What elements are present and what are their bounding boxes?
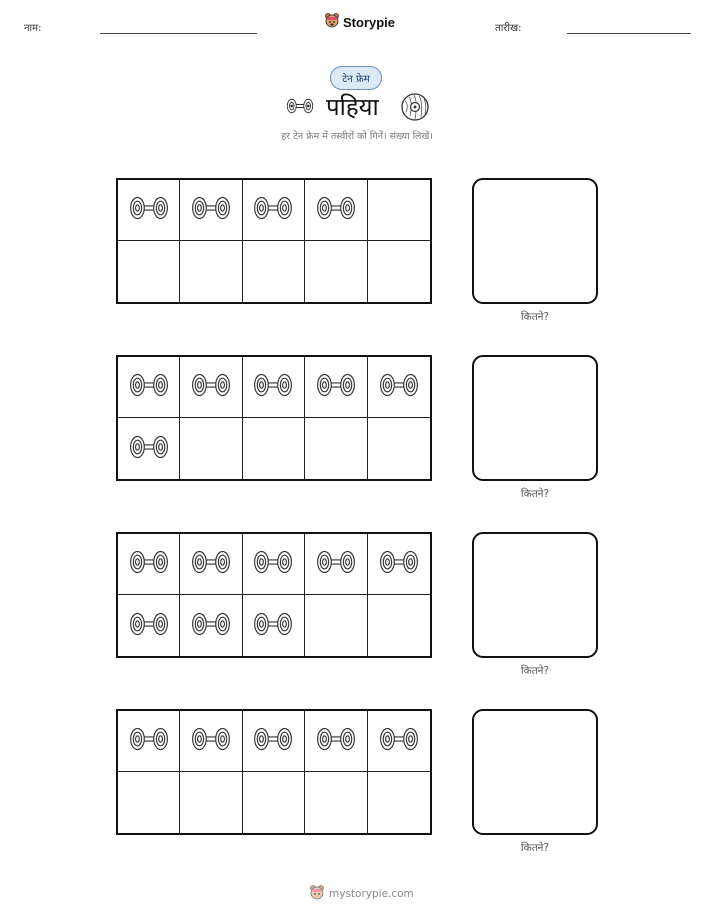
answer-box[interactable] [472,532,598,658]
frame-cell [118,241,180,302]
frame-cell [305,595,367,656]
wheel-axle-icon [190,372,232,402]
wheel-axle-icon [190,726,232,756]
wheel-axle-icon [378,372,420,402]
wheel-axle-icon [252,549,294,579]
frame-cell [118,534,180,595]
frame-cell [368,534,430,595]
frame-cell [305,241,367,302]
bear-mascot-icon [309,884,325,904]
frame-cell [243,357,305,418]
frame-cell [243,711,305,772]
wheel-axle-icon [252,372,294,402]
wheel-axle-icon [252,611,294,641]
frame-cell [118,595,180,656]
frame-cell [243,595,305,656]
wheel-axle-icon [128,434,170,464]
wheel-axle-icon [285,97,315,119]
answer-box[interactable] [472,178,598,304]
frame-cell [180,241,242,302]
wheel-axle-icon [315,549,357,579]
footer [309,884,414,904]
ten-frame [116,532,432,658]
frame-cell [305,357,367,418]
answer-box[interactable] [472,355,598,481]
wheel-axle-icon [378,726,420,756]
wheel-axle-icon [128,611,170,641]
wheel-axle-icon [128,195,170,225]
answer-label: कितने? [520,842,550,854]
wheel-axle-icon [190,611,232,641]
date-line[interactable] [567,33,691,34]
instructions: हर टेन फ्रेम में तस्वीरों को गिनें। संख्या लिखें। [281,131,433,142]
wheel-axle-icon [252,195,294,225]
name-label: नाम: [24,23,42,34]
ten-frame [116,355,432,481]
wheel-axle-icon [128,549,170,579]
answer-label: कितने? [520,665,550,677]
answer-box[interactable] [472,709,598,835]
answer-label: कितने? [520,488,550,500]
frame-cell [243,180,305,241]
frame-cell [118,180,180,241]
brand-name: Storypie [343,14,396,30]
frame-cell [368,772,430,833]
frame-cell [243,534,305,595]
ten-frame [116,709,432,835]
frame-cell [180,595,242,656]
frame-cell [180,534,242,595]
frame-cell [368,595,430,656]
frame-cell [368,711,430,772]
topic-badge: टेन फ्रेम [330,66,382,90]
frame-cell [368,357,430,418]
wheel-axle-icon [378,549,420,579]
frame-cell [243,418,305,479]
frame-cell [118,772,180,833]
frame-cell [118,711,180,772]
frame-cell [243,241,305,302]
wheel-icon [400,92,430,126]
ten-frame [116,178,432,304]
frame-cell [305,534,367,595]
frame-cell [305,180,367,241]
wheel-axle-icon [128,372,170,402]
frame-cell [180,418,242,479]
frame-cell [118,357,180,418]
frame-cell [180,711,242,772]
wheel-axle-icon [128,726,170,756]
date-label: तारीख: [495,23,522,34]
wheel-axle-icon [190,549,232,579]
frame-cell [368,241,430,302]
frame-cell [180,180,242,241]
frame-cell [368,418,430,479]
bear-mascot-icon [324,12,340,32]
frame-cell [243,772,305,833]
storypie-logo [324,12,395,32]
frame-cell [305,772,367,833]
frame-cell [368,180,430,241]
frame-cell [180,357,242,418]
frame-cell [180,772,242,833]
wheel-axle-icon [315,726,357,756]
frame-cell [305,418,367,479]
frame-cell [305,711,367,772]
name-line[interactable] [100,33,257,34]
answer-label: कितने? [520,311,550,323]
wheel-axle-icon [315,195,357,225]
wheel-axle-icon [252,726,294,756]
footer-url: mystorypie.com [329,888,414,900]
wheel-axle-icon [190,195,232,225]
page-title: पहिया [326,93,379,121]
frame-cell [118,418,180,479]
wheel-axle-icon [315,372,357,402]
